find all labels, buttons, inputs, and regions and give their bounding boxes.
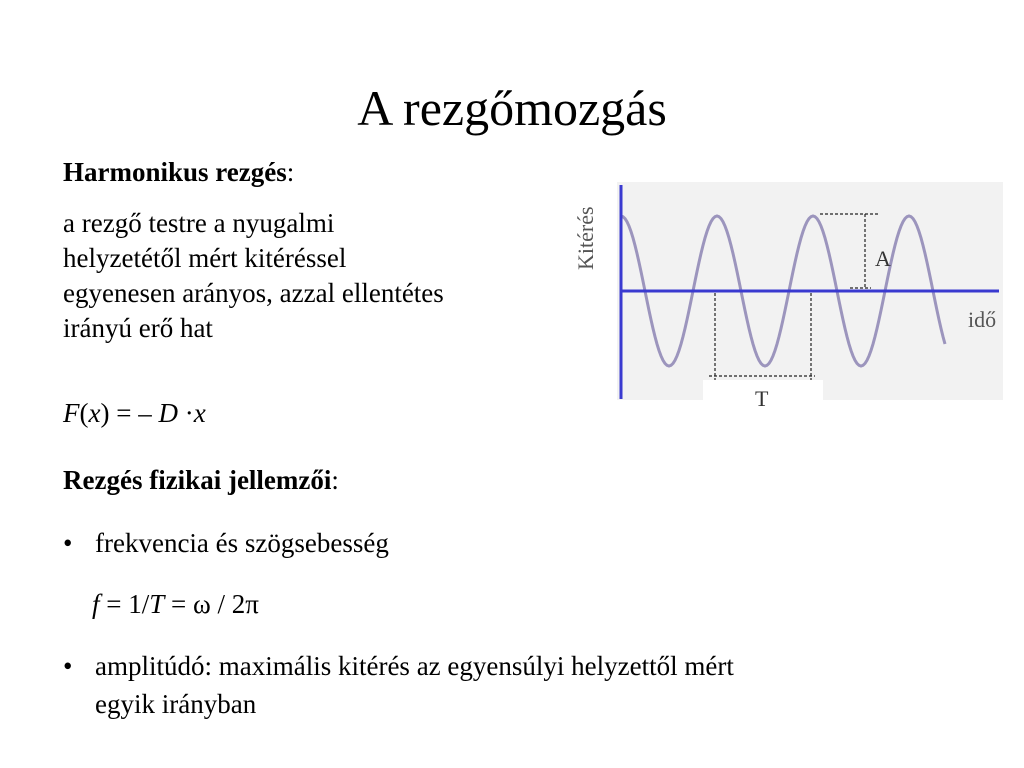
description-line: helyzetétől mért kitéréssel	[63, 243, 347, 273]
amplitude-line: amplitúdó: maximális kitérés az egyensúlyi helyzettől mért	[95, 651, 734, 681]
formula-freq-f: f	[92, 589, 100, 619]
formula-freq-t: T	[149, 589, 165, 619]
page-title: A rezgőmozgás	[357, 80, 667, 136]
description-line: irányú erő hat	[63, 313, 213, 343]
properties-heading-line	[63, 464, 339, 496]
formula-rest: ) = –	[100, 398, 159, 428]
formula-x2: x	[193, 398, 206, 428]
description-line: a rezgő testre a nyugalmi	[63, 208, 335, 238]
properties-heading-colon: :	[331, 465, 339, 495]
properties-heading: Rezgés fizikai jellemzői	[63, 465, 332, 495]
bullet-frequency: frekvencia és szögsebesség	[95, 528, 389, 558]
formula-dot: ·	[177, 398, 194, 428]
period-label: T	[755, 386, 769, 411]
frequency-formula	[92, 588, 259, 620]
y-axis-label: Kitérés	[573, 206, 598, 270]
formula-x: x	[88, 398, 101, 428]
x-axis-label: idő	[968, 307, 997, 332]
harmonic-description	[63, 206, 563, 346]
bullet-marker: •	[63, 528, 73, 558]
harmonic-heading-line	[63, 156, 294, 188]
oscillation-figure	[565, 180, 1005, 415]
formula-d: D	[158, 398, 178, 428]
bullet-marker: •	[63, 651, 73, 681]
amplitude-label: A	[875, 246, 891, 271]
amplitude-line: egyik irányban	[95, 689, 257, 719]
bullet-amplitude	[95, 647, 734, 723]
formula-freq-eq2: = ω / 2π	[164, 589, 259, 619]
force-formula	[63, 397, 206, 429]
description-line: egyenesen arányos, azzal ellentétes	[63, 278, 444, 308]
formula-freq-eq1: = 1/	[99, 589, 150, 619]
formula-f: F	[63, 398, 80, 428]
harmonic-heading-colon: :	[286, 157, 295, 187]
harmonic-heading: Harmonikus rezgés	[63, 157, 287, 187]
formula-paren: (	[79, 398, 89, 428]
